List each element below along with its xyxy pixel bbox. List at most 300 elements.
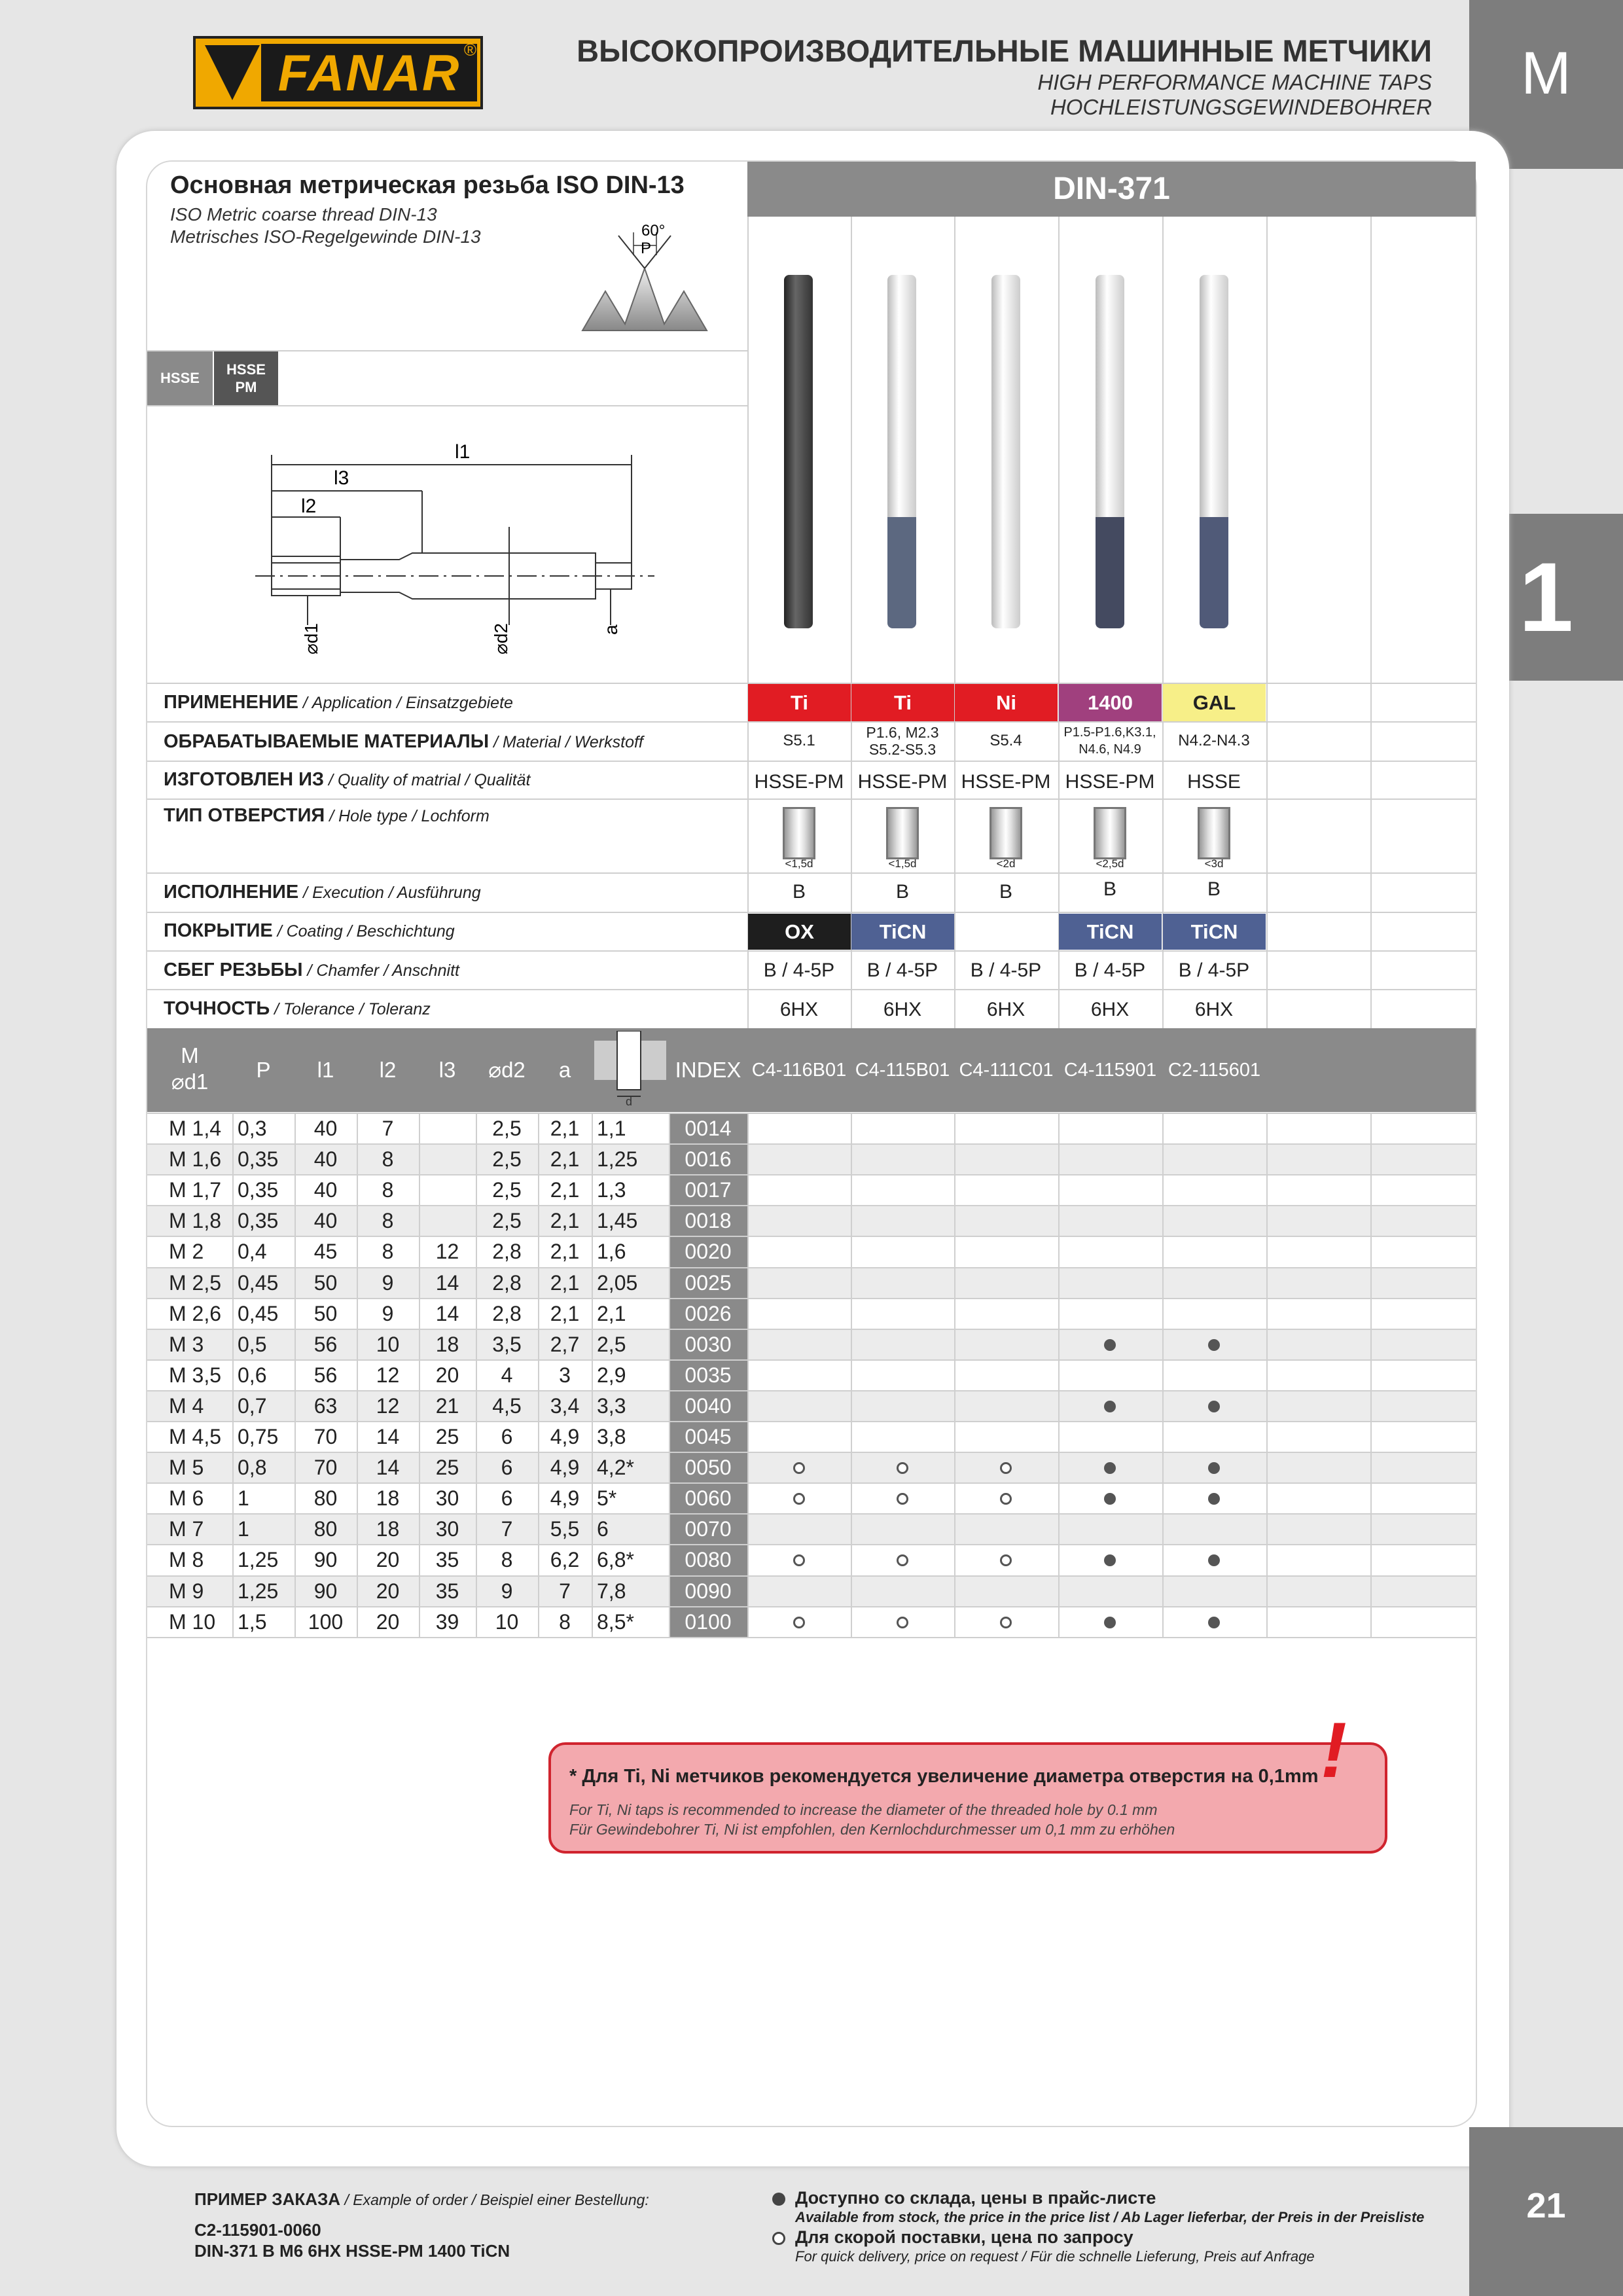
on-request-circle-icon — [897, 1554, 908, 1566]
cell-l2: 8 — [382, 1240, 394, 1264]
cell-p: 1,5 — [238, 1609, 267, 1634]
cell-p: 0,8 — [238, 1456, 267, 1480]
cell-d2: 2,8 — [492, 1301, 522, 1325]
on-request-circle-icon — [1000, 1554, 1012, 1566]
warning-text-en: For Ti, Ni taps is recommended to increase the diameter of the threaded hole by 0.1 mm — [569, 1801, 1158, 1818]
cell-l1: 63 — [313, 1393, 338, 1418]
application-badge: Ti — [748, 684, 851, 721]
cell-m: M 2 — [169, 1240, 204, 1264]
execution-value: B — [895, 881, 909, 903]
order-example-desc: DIN-371 B M6 6HX HSSE-PM 1400 TiCN — [194, 2241, 510, 2261]
table-row — [147, 1422, 1476, 1452]
cell-index: 0018 — [669, 1206, 747, 1236]
tolerance-value: 6HX — [779, 999, 819, 1020]
col-header-l2: l2 — [379, 1058, 397, 1082]
section-tab-number: 1 — [1469, 514, 1623, 681]
spec-application-label: ПРИМЕНЕНИЕ / Application / Einsatzgebiete — [164, 692, 513, 713]
order-example-label: ПРИМЕР ЗАКАЗА / Example of order / Beispiel einer Bestellung: — [194, 2189, 649, 2209]
cell-m: M 1,7 — [169, 1178, 222, 1202]
cell-index: 0100 — [669, 1607, 747, 1638]
cell-p: 0,35 — [238, 1178, 279, 1202]
in-stock-dot-icon — [1208, 1554, 1220, 1566]
fanar-logo — [193, 36, 483, 109]
cell-l2: 12 — [376, 1393, 400, 1418]
cell-l3: 14 — [435, 1270, 459, 1295]
cell-d: 2,1 — [597, 1301, 626, 1325]
cell-l2: 12 — [376, 1363, 400, 1387]
cell-a: 5,5 — [550, 1517, 580, 1541]
col-header-code: C4-116B01 — [751, 1060, 847, 1081]
cell-index: 0070 — [669, 1514, 747, 1545]
coating-badge: TiCN — [851, 914, 954, 950]
warning-note — [548, 1742, 1387, 1854]
on-request-circle-icon — [1000, 1462, 1012, 1474]
hole-depth-label: <3d — [1204, 857, 1224, 870]
tolerance-value: 6HX — [986, 999, 1026, 1020]
cell-index: 0014 — [669, 1113, 747, 1144]
cell-l2: 20 — [376, 1579, 400, 1603]
cell-index: 0017 — [669, 1175, 747, 1206]
cell-p: 1,25 — [238, 1548, 279, 1572]
cell-p: 0,5 — [238, 1332, 267, 1356]
cell-d: 7,8 — [597, 1579, 626, 1603]
cell-l1: 80 — [313, 1486, 338, 1511]
cell-l3: 25 — [435, 1456, 459, 1480]
spec-chamfer-label: СБЕГ РЕЗЬБЫ / Chamfer / Anschnitt — [164, 960, 460, 980]
cell-l1: 45 — [313, 1240, 338, 1264]
col-header-d2: ⌀d2 — [488, 1058, 526, 1082]
legend-quick-sub: For quick delivery, price on request / Für die schnelle Lieferung, Preis auf Anfrage — [795, 2248, 1315, 2265]
cell-l1: 90 — [313, 1579, 338, 1603]
material-tag-hsse-pm: HSSE PM — [214, 351, 278, 405]
cell-l1: 70 — [313, 1425, 338, 1448]
cell-m: M 5 — [169, 1456, 204, 1480]
cell-m: M 9 — [169, 1579, 204, 1603]
product-title-ru: Основная метрическая резьба ISO DIN-13 — [170, 171, 685, 199]
cell-index: 0045 — [669, 1422, 747, 1452]
warning-text-ru: * Для Ti, Ni метчиков рекомендуется увеличение диаметра отверстия на 0,1mm — [569, 1766, 1319, 1787]
cell-m: M 3 — [169, 1332, 204, 1356]
table-row — [147, 1545, 1476, 1575]
spec-hole-label: ТИП ОТВЕРСТИЯ / Hole type / Lochform — [164, 805, 490, 826]
cell-a: 4,9 — [550, 1425, 580, 1448]
on-request-circle-icon — [1000, 1493, 1012, 1505]
table-row — [147, 1576, 1476, 1607]
dim-l1-label: l1 — [455, 441, 471, 463]
cell-l1: 50 — [313, 1301, 338, 1325]
chamfer-value: B / 4-5P — [763, 960, 835, 981]
cell-d: 6,8* — [597, 1548, 634, 1572]
cell-m: M 3,5 — [169, 1363, 222, 1387]
header-title-en: HIGH PERFORMANCE MACHINE TAPS — [1037, 70, 1432, 94]
table-row — [147, 1175, 1476, 1206]
header-titles — [577, 33, 1432, 118]
table-row — [147, 1607, 1476, 1638]
tap-image-c4-116b01 — [784, 275, 813, 628]
cell-p: 0,4 — [238, 1240, 267, 1264]
on-request-circle-icon — [793, 1493, 805, 1505]
coating-badge: TiCN — [1163, 914, 1266, 950]
execution-value: B — [1103, 878, 1116, 900]
cell-d2: 2,5 — [492, 1209, 522, 1233]
cell-d: 1,3 — [597, 1178, 626, 1202]
blind-hole-icon — [1094, 807, 1126, 859]
application-badge: 1400 — [1059, 684, 1162, 721]
col-header-code: C2-115601 — [1168, 1060, 1261, 1081]
cell-l2: 8 — [382, 1147, 394, 1172]
cell-d: 5* — [597, 1486, 617, 1511]
cell-l2: 20 — [376, 1609, 400, 1634]
cell-p: 0,35 — [238, 1147, 279, 1172]
table-row — [147, 1360, 1476, 1391]
hole-depth-label: <2,5d — [1096, 857, 1124, 870]
col-header-m: M ⌀d1 — [171, 1043, 209, 1094]
cell-d: 2,05 — [597, 1270, 638, 1295]
col-header-a: a — [558, 1058, 571, 1082]
cell-l3: 30 — [435, 1517, 459, 1541]
quality-value: HSSE-PM — [754, 771, 844, 793]
on-request-circle-icon — [1000, 1617, 1012, 1628]
cell-l3 — [419, 1206, 476, 1236]
in-stock-dot-icon — [1104, 1339, 1116, 1351]
spec-coating-label: ПОКРЫТИЕ / Coating / Beschichtung — [164, 920, 455, 941]
cell-a: 6,2 — [550, 1548, 580, 1572]
tap-dimension-drawing — [242, 429, 668, 664]
product-title-de: Metrisches ISO-Regelgewinde DIN-13 — [170, 226, 481, 247]
col-header-code: C4-115B01 — [855, 1060, 950, 1081]
cell-l3 — [419, 1144, 476, 1175]
material-tag-hsse: HSSE — [147, 351, 213, 405]
cell-index: 0060 — [669, 1483, 747, 1514]
col-header-l1: l1 — [317, 1058, 334, 1082]
logo-registered-mark: ® — [463, 40, 476, 60]
cell-l2: 10 — [376, 1332, 400, 1356]
material-value: P1.5-P1.6,K3.1, N4.6, N4.9 — [1063, 725, 1156, 757]
cell-m: M 1,8 — [169, 1209, 222, 1233]
on-request-circle-icon — [793, 1554, 805, 1566]
cell-p: 0,75 — [238, 1425, 279, 1448]
standard-header: DIN-371 — [747, 162, 1476, 217]
in-stock-dot-icon — [1208, 1617, 1220, 1628]
cell-d2: 9 — [501, 1579, 513, 1603]
tolerance-value: 6HX — [883, 999, 922, 1020]
cell-index: 0090 — [669, 1576, 747, 1607]
cell-index: 0035 — [669, 1360, 747, 1391]
cell-a: 2,1 — [550, 1117, 580, 1140]
tap-image-c4-111c01 — [991, 275, 1020, 628]
cell-a: 2,1 — [550, 1240, 580, 1264]
cell-m: M 7 — [169, 1517, 204, 1541]
cell-l3: 20 — [435, 1363, 459, 1387]
spec-tolerance-label: ТОЧНОСТЬ / Tolerance / Toleranz — [164, 998, 431, 1019]
cell-d2: 2,5 — [492, 1147, 522, 1172]
cell-m: M 6 — [169, 1486, 204, 1511]
cell-d2: 2,8 — [492, 1270, 522, 1295]
col-header-code: C4-115901 — [1063, 1060, 1157, 1081]
in-stock-dot-icon — [1208, 1339, 1220, 1351]
cell-a: 3,4 — [550, 1393, 580, 1418]
table-row — [147, 1268, 1476, 1299]
cell-m: M 1,6 — [169, 1147, 222, 1172]
tap-image-c2-115601 — [1200, 275, 1228, 628]
cell-l2: 9 — [382, 1301, 394, 1325]
spec-execution-label: ИСПОЛНЕНИЕ / Execution / Ausführung — [164, 882, 481, 903]
cell-l3: 25 — [435, 1425, 459, 1448]
dim-l3-label: l3 — [334, 467, 349, 489]
table-row — [147, 1329, 1476, 1360]
chamfer-value: B / 4-5P — [970, 960, 1042, 981]
cell-d: 6 — [597, 1517, 609, 1541]
in-stock-dot-icon — [1208, 1493, 1220, 1505]
table-row — [147, 1514, 1476, 1545]
on-request-circle-icon — [897, 1462, 908, 1474]
table-row — [147, 1113, 1476, 1144]
on-request-circle-icon — [793, 1462, 805, 1474]
cell-m: M 8 — [169, 1548, 204, 1572]
drill-diameter-icon — [594, 1031, 666, 1106]
cell-p: 1 — [238, 1517, 249, 1541]
cell-l2: 20 — [376, 1548, 400, 1572]
cell-d: 1,1 — [597, 1117, 626, 1140]
cell-d: 4,2* — [597, 1456, 634, 1480]
table-row — [147, 1236, 1476, 1267]
cell-l1: 56 — [313, 1363, 338, 1387]
cell-l1: 70 — [313, 1456, 338, 1480]
blind-hole-icon — [783, 807, 815, 859]
cell-l3: 12 — [435, 1240, 459, 1264]
cell-d: 2,5 — [597, 1332, 626, 1356]
cell-d2: 2,5 — [492, 1178, 522, 1202]
spec-material-label: ОБРАБАТЫВАЕМЫЕ МАТЕРИАЛЫ / Material / Werkstoff — [164, 731, 643, 752]
cell-d2: 3,5 — [492, 1332, 522, 1356]
cell-d2: 2,5 — [492, 1117, 522, 1140]
cell-l1: 56 — [313, 1332, 338, 1356]
cell-a: 2,7 — [550, 1332, 580, 1356]
thread-profile-icon — [579, 219, 723, 337]
cell-l3: 35 — [435, 1579, 459, 1603]
thread-angle-label: 60° — [641, 222, 666, 240]
logo-text: FANAR — [261, 44, 477, 101]
svg-text:d: d — [626, 1095, 633, 1106]
cell-l2: 8 — [382, 1178, 394, 1202]
table-row — [147, 1391, 1476, 1422]
cell-l3: 39 — [435, 1609, 459, 1634]
chamfer-value: B / 4-5P — [1178, 960, 1250, 981]
cell-l1: 40 — [313, 1117, 338, 1140]
tolerance-value: 6HX — [1194, 999, 1234, 1020]
table-row — [147, 1299, 1476, 1329]
legend-stock-sub: Available from stock, the price in the price list / Ab Lager lieferbar, der Preis in der Preisliste — [795, 2209, 1425, 2225]
chamfer-value: B / 4-5P — [866, 960, 938, 981]
exclamation-icon: ! — [1321, 1706, 1347, 1794]
blind-hole-icon — [886, 807, 919, 859]
cell-p: 0,6 — [238, 1363, 267, 1387]
cell-p: 0,45 — [238, 1270, 279, 1295]
page-number: 21 — [1469, 2127, 1623, 2296]
thread-pitch-label: P — [641, 240, 652, 257]
cell-index: 0025 — [669, 1268, 747, 1299]
dim-d2-label: ⌀d2 — [491, 622, 511, 655]
cell-index: 0026 — [669, 1299, 747, 1329]
cell-d2: 10 — [495, 1609, 519, 1634]
cell-m: M 2,5 — [169, 1270, 222, 1295]
stock-dot-icon — [772, 2193, 785, 2206]
cell-a: 4,9 — [550, 1456, 580, 1480]
cell-m: M 4,5 — [169, 1425, 222, 1448]
cell-a: 4,9 — [550, 1486, 580, 1511]
cell-a: 3 — [559, 1363, 571, 1387]
blind-hole-icon — [1198, 807, 1230, 859]
cell-p: 0,45 — [238, 1301, 279, 1325]
in-stock-dot-icon — [1104, 1462, 1116, 1474]
cell-a: 2,1 — [550, 1178, 580, 1202]
quality-value: HSSE-PM — [857, 771, 948, 793]
cell-index: 0050 — [669, 1452, 747, 1483]
quality-value: HSSE-PM — [961, 771, 1051, 793]
col-header-p: P — [256, 1058, 271, 1082]
cell-m: M 1,4 — [169, 1117, 222, 1140]
cell-p: 1 — [238, 1486, 249, 1511]
cell-l1: 50 — [313, 1270, 338, 1295]
cell-a: 2,1 — [550, 1147, 580, 1172]
cell-l1: 40 — [313, 1178, 338, 1202]
cell-l3: 18 — [435, 1332, 459, 1356]
table-row — [147, 1483, 1476, 1514]
cell-l1: 100 — [308, 1609, 344, 1634]
cell-index: 0030 — [669, 1329, 747, 1360]
spec-quality-label: ИЗГОТОВЛЕН ИЗ / Quality of matrial / Qualität — [164, 769, 531, 790]
in-stock-dot-icon — [1104, 1617, 1116, 1628]
cell-d2: 8 — [501, 1548, 513, 1572]
application-badge: Ti — [851, 684, 954, 721]
application-badge: Ni — [955, 684, 1058, 721]
chamfer-value: B / 4-5P — [1074, 960, 1146, 981]
cell-p: 0,35 — [238, 1209, 279, 1233]
on-request-circle-icon — [897, 1617, 908, 1628]
cell-l3 — [419, 1113, 476, 1144]
cell-d: 2,9 — [597, 1363, 626, 1387]
material-value: N4.2-N4.3 — [1178, 732, 1250, 749]
cell-a: 2,1 — [550, 1270, 580, 1295]
cell-index: 0080 — [669, 1545, 747, 1575]
cell-d: 8,5* — [597, 1609, 634, 1634]
in-stock-dot-icon — [1104, 1493, 1116, 1505]
table-row — [147, 1144, 1476, 1175]
cell-d2: 4 — [501, 1363, 513, 1387]
cell-l3: 21 — [435, 1393, 459, 1418]
cell-p: 0,7 — [238, 1393, 267, 1418]
cell-l3: 14 — [435, 1301, 459, 1325]
cell-d2: 2,8 — [492, 1240, 522, 1264]
col-header-code: C4-111C01 — [959, 1060, 1054, 1081]
hole-depth-label: <2d — [996, 857, 1016, 870]
cell-d2: 6 — [501, 1486, 513, 1511]
cell-p: 1,25 — [238, 1579, 279, 1603]
cell-l2: 18 — [376, 1517, 400, 1541]
header-title-de: HOCHLEISTUNGSGEWINDEBOHRER — [1050, 95, 1432, 119]
execution-value: B — [999, 881, 1012, 903]
cell-l2: 18 — [376, 1486, 400, 1511]
execution-value: B — [792, 881, 806, 903]
cell-d2: 7 — [501, 1517, 513, 1541]
cell-l2: 14 — [376, 1425, 400, 1448]
cell-l3 — [419, 1175, 476, 1206]
header-title-ru: ВЫСОКОПРОИЗВОДИТЕЛЬНЫЕ МАШИННЫЕ МЕТЧИКИ — [577, 33, 1432, 68]
on-request-circle-icon — [793, 1617, 805, 1628]
cell-l3: 30 — [435, 1486, 459, 1511]
dim-l2-label: l2 — [301, 495, 317, 517]
cell-l2: 7 — [382, 1117, 394, 1140]
material-value: S5.4 — [990, 732, 1022, 749]
material-value: P1.6, M2.3 S5.2-S5.3 — [866, 724, 939, 758]
cell-d2: 6 — [501, 1456, 513, 1480]
cell-index: 0040 — [669, 1391, 747, 1422]
cell-d2: 6 — [501, 1425, 513, 1448]
cell-l2: 9 — [382, 1270, 394, 1295]
cell-d: 1,25 — [597, 1147, 638, 1172]
cell-p: 0,3 — [238, 1117, 267, 1140]
section-tab-letter: M — [1469, 0, 1623, 169]
cell-d2: 4,5 — [492, 1393, 522, 1418]
product-title-en: ISO Metric coarse thread DIN-13 — [170, 204, 437, 224]
blind-hole-icon — [990, 807, 1022, 859]
logo-v-mark — [205, 45, 260, 100]
coating-badge: OX — [748, 914, 851, 950]
execution-value: B — [1207, 878, 1221, 900]
in-stock-dot-icon — [1104, 1554, 1116, 1566]
application-badge: GAL — [1163, 684, 1266, 721]
tolerance-value: 6HX — [1090, 999, 1130, 1020]
cell-d: 1,6 — [597, 1240, 626, 1264]
tap-image-c4-115b01 — [887, 275, 916, 628]
cell-a: 2,1 — [550, 1209, 580, 1233]
legend-quick-title: Для скорой поставки, цена по запросу — [795, 2227, 1133, 2247]
table-row — [147, 1452, 1476, 1483]
cell-l1: 40 — [313, 1209, 338, 1233]
material-value: S5.1 — [783, 732, 815, 749]
cell-l1: 40 — [313, 1147, 338, 1172]
cell-d: 3,8 — [597, 1425, 626, 1448]
coating-badge: TiCN — [1059, 914, 1162, 950]
quick-delivery-circle-icon — [772, 2232, 785, 2245]
cell-a: 7 — [559, 1579, 571, 1603]
in-stock-dot-icon — [1208, 1462, 1220, 1474]
tap-image-c4-115901 — [1096, 275, 1124, 628]
col-header-index: INDEX — [675, 1058, 741, 1082]
cell-l2: 14 — [376, 1456, 400, 1480]
cell-l1: 90 — [313, 1548, 338, 1572]
cell-a: 8 — [559, 1609, 571, 1634]
quality-value: HSSE — [1187, 771, 1241, 793]
cell-d: 3,3 — [597, 1393, 626, 1418]
col-header-l3: l3 — [438, 1058, 456, 1082]
cell-m: M 2,6 — [169, 1301, 222, 1325]
cell-m: M 4 — [169, 1393, 204, 1418]
on-request-circle-icon — [897, 1493, 908, 1505]
warning-text-de: Für Gewindebohrer Ti, Ni ist empfohlen, den Kernlochdurchmesser um 0,1 mm zu erhöhen — [569, 1821, 1175, 1838]
hole-depth-label: <1,5d — [785, 857, 813, 870]
cell-l3: 35 — [435, 1548, 459, 1572]
dim-d1-label: ⌀d1 — [301, 622, 321, 655]
quality-value: HSSE-PM — [1065, 771, 1155, 793]
cell-a: 2,1 — [550, 1301, 580, 1325]
hole-depth-label: <1,5d — [888, 857, 917, 870]
legend-stock-title: Доступно со склада, цены в прайс-листе — [795, 2188, 1156, 2208]
order-example-code: C2-115901-0060 — [194, 2220, 321, 2240]
cell-index: 0020 — [669, 1236, 747, 1267]
cell-m: M 10 — [169, 1609, 216, 1634]
cell-l2: 8 — [382, 1209, 394, 1233]
